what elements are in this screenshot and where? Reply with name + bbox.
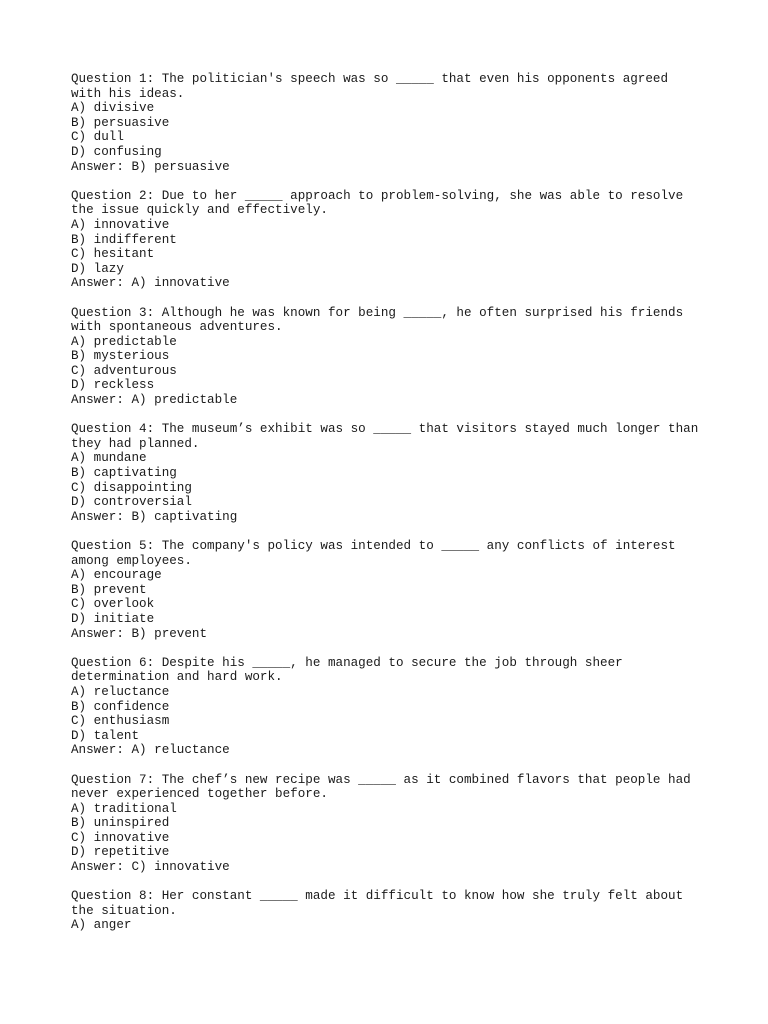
option-a: A) divisive: [71, 101, 155, 116]
question-block: [71, 773, 711, 875]
question-block: [71, 656, 711, 758]
question-text: Question 6: Despite his _____, he managed to secure the job through sheer determination and hard work.: [71, 655, 623, 685]
option-c: C) overlook: [71, 597, 155, 612]
answer-text: Answer: A) predictable: [71, 393, 238, 408]
option-b: B) captivating: [71, 466, 177, 481]
answer-text: Answer: A) reluctance: [71, 743, 230, 758]
answer-text: Answer: B) prevent: [71, 626, 208, 641]
option-d: D) lazy: [71, 261, 124, 276]
option-b: B) confidence: [71, 699, 170, 714]
option-d: D) reckless: [71, 378, 155, 393]
option-c: C) dull: [71, 130, 124, 145]
option-a: A) anger: [71, 918, 132, 933]
option-c: C) hesitant: [71, 247, 155, 262]
option-d: D) talent: [71, 728, 140, 743]
option-c: C) adventurous: [71, 363, 177, 378]
option-a: A) predictable: [71, 334, 177, 349]
option-b: B) persuasive: [71, 115, 170, 130]
option-a: A) innovative: [71, 217, 170, 232]
question-block: [71, 422, 711, 524]
question-block: [71, 889, 711, 933]
option-b: B) mysterious: [71, 349, 170, 364]
question-text: Question 4: The museum’s exhibit was so _____ that visitors stayed much longer than they had planned.: [71, 422, 699, 451]
option-b: B) uninspired: [71, 816, 170, 831]
option-c: C) disappointing: [71, 480, 192, 495]
question-block: [71, 72, 711, 174]
question-text: Question 2: Due to her _____ approach to problem-solving, she was able to resolve the issue quickly and effectively.: [71, 188, 684, 218]
option-b: B) indifferent: [71, 232, 177, 247]
answer-text: Answer: A) innovative: [71, 276, 230, 291]
question-text: Question 1: The politician's speech was so _____ that even his opponents agreed with his ideas.: [71, 72, 669, 101]
question-block: [71, 189, 711, 291]
question-block: [71, 306, 711, 408]
question-text: Question 5: The company's policy was intended to _____ any conflicts of interest among employees.: [71, 539, 676, 568]
option-d: D) controversial: [71, 495, 192, 510]
question-block: [71, 539, 711, 641]
option-b: B) prevent: [71, 582, 147, 597]
document-page: [71, 72, 711, 948]
option-d: D) initiate: [71, 611, 155, 626]
answer-text: Answer: B) persuasive: [71, 159, 230, 174]
question-text: Question 7: The chef’s new recipe was _____ as it combined flavors that people had never experienced together before.: [71, 772, 691, 802]
option-a: A) traditional: [71, 801, 177, 816]
option-d: D) repetitive: [71, 845, 170, 860]
option-c: C) innovative: [71, 830, 170, 845]
option-c: C) enthusiasm: [71, 714, 170, 729]
option-a: A) reluctance: [71, 684, 170, 699]
answer-text: Answer: B) captivating: [71, 509, 238, 524]
answer-text: Answer: C) innovative: [71, 860, 230, 875]
option-d: D) confusing: [71, 144, 162, 159]
question-text: Question 8: Her constant _____ made it difficult to know how she truly felt about the situation.: [71, 889, 684, 918]
option-a: A) encourage: [71, 568, 162, 583]
option-a: A) mundane: [71, 451, 147, 466]
question-text: Question 3: Although he was known for being _____, he often surprised his friends with spontaneous adventures.: [71, 305, 684, 335]
